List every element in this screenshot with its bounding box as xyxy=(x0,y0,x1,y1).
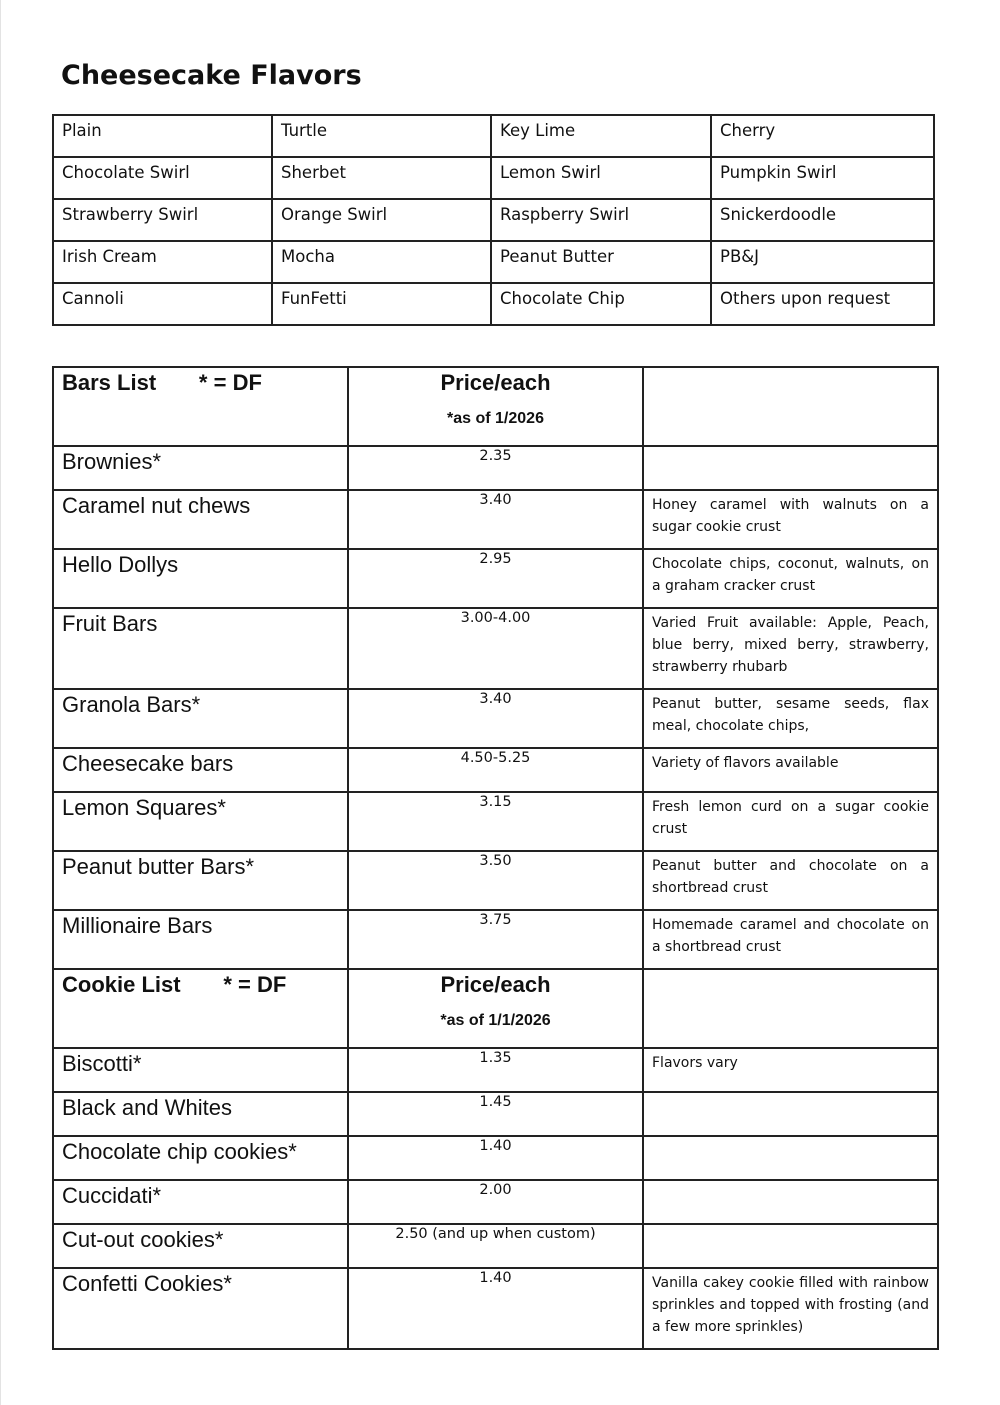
table-row xyxy=(53,1136,938,1180)
table-row xyxy=(53,115,934,157)
table-row xyxy=(53,1048,938,1092)
price-each-label: Price/each xyxy=(440,972,551,997)
item-name: Hello Dollys xyxy=(53,549,348,608)
flavor-cell: Turtle xyxy=(272,115,491,157)
flavors-table xyxy=(52,114,935,326)
item-name: Biscotti* xyxy=(53,1048,348,1092)
item-name: Peanut butter Bars* xyxy=(53,851,348,910)
item-price: 3.50 xyxy=(348,851,643,910)
item-price: 1.40 xyxy=(348,1268,643,1349)
item-description: Honey caramel with walnuts on a sugar cookie crust xyxy=(643,490,938,549)
table-row xyxy=(53,241,934,283)
item-description: Fresh lemon curd on a sugar cookie crust xyxy=(643,792,938,851)
item-description xyxy=(643,1224,938,1268)
empty-cell xyxy=(643,367,938,446)
flavor-cell: Cannoli xyxy=(53,283,272,325)
item-description: Vanilla cakey cookie filled with rainbow sprinkles and topped with frosting (and a few more sprinkles) xyxy=(643,1268,938,1349)
table-row xyxy=(53,1180,938,1224)
table-row xyxy=(53,1268,938,1349)
item-price: 2.35 xyxy=(348,446,643,490)
price-date-label: *as of 1/1/2026 xyxy=(440,1012,551,1029)
item-description: Chocolate chips, coconut, walnuts, on a graham cracker crust xyxy=(643,549,938,608)
table-row xyxy=(53,549,938,608)
empty-cell xyxy=(643,969,938,1048)
bars-header-row xyxy=(53,367,938,446)
item-name: Cheesecake bars xyxy=(53,748,348,792)
flavor-cell: Peanut Butter xyxy=(491,241,711,283)
table-row xyxy=(53,851,938,910)
bars-price-heading xyxy=(348,367,643,446)
flavor-cell: Snickerdoodle xyxy=(711,199,934,241)
table-row xyxy=(53,1092,938,1136)
item-description: Homemade caramel and chocolate on a shortbread crust xyxy=(643,910,938,969)
item-price: 3.40 xyxy=(348,689,643,748)
item-description: Peanut butter and chocolate on a shortbread crust xyxy=(643,851,938,910)
item-price: 2.50 (and up when custom) xyxy=(348,1224,643,1268)
item-name: Granola Bars* xyxy=(53,689,348,748)
table-row xyxy=(53,792,938,851)
item-description: Flavors vary xyxy=(643,1048,938,1092)
item-price: 3.00-4.00 xyxy=(348,608,643,689)
item-price: 1.45 xyxy=(348,1092,643,1136)
item-price: 3.40 xyxy=(348,490,643,549)
item-price: 1.40 xyxy=(348,1136,643,1180)
item-description xyxy=(643,1136,938,1180)
item-description xyxy=(643,1180,938,1224)
cookies-price-heading xyxy=(348,969,643,1048)
page-title: Cheesecake Flavors xyxy=(61,60,362,91)
flavor-cell: Irish Cream xyxy=(53,241,272,283)
bars-cookies-table xyxy=(52,366,939,1350)
flavor-cell: Sherbet xyxy=(272,157,491,199)
table-row xyxy=(53,910,938,969)
flavor-cell: PB&J xyxy=(711,241,934,283)
item-price: 2.95 xyxy=(348,549,643,608)
table-row xyxy=(53,157,934,199)
item-price: 3.75 xyxy=(348,910,643,969)
flavor-cell: Orange Swirl xyxy=(272,199,491,241)
cookies-header-row xyxy=(53,969,938,1048)
flavor-cell: Plain xyxy=(53,115,272,157)
table-row xyxy=(53,199,934,241)
item-description: Varied Fruit available: Apple, Peach, blue berry, mixed berry, strawberry, strawberry rhubarb xyxy=(643,608,938,689)
price-date-label: *as of 1/2026 xyxy=(447,410,544,427)
item-description: Variety of flavors available xyxy=(643,748,938,792)
flavor-cell: Pumpkin Swirl xyxy=(711,157,934,199)
table-row xyxy=(53,748,938,792)
item-name: Lemon Squares* xyxy=(53,792,348,851)
flavor-cell: Others upon request xyxy=(711,283,934,325)
flavor-cell: Raspberry Swirl xyxy=(491,199,711,241)
item-name: Confetti Cookies* xyxy=(53,1268,348,1349)
item-name: Millionaire Bars xyxy=(53,910,348,969)
table-row xyxy=(53,1224,938,1268)
item-name: Caramel nut chews xyxy=(53,490,348,549)
item-name: Cut-out cookies* xyxy=(53,1224,348,1268)
item-price: 1.35 xyxy=(348,1048,643,1092)
bars-list-heading: Bars List * = DF xyxy=(53,367,348,446)
item-name: Cuccidati* xyxy=(53,1180,348,1224)
table-row xyxy=(53,283,934,325)
table-row xyxy=(53,446,938,490)
flavor-cell: Lemon Swirl xyxy=(491,157,711,199)
item-description xyxy=(643,1092,938,1136)
price-each-label: Price/each xyxy=(440,370,551,395)
item-name: Black and Whites xyxy=(53,1092,348,1136)
item-name: Chocolate chip cookies* xyxy=(53,1136,348,1180)
item-description: Peanut butter, sesame seeds, flax meal, chocolate chips, xyxy=(643,689,938,748)
table-row xyxy=(53,689,938,748)
table-row xyxy=(53,490,938,549)
item-description xyxy=(643,446,938,490)
flavor-cell: FunFetti xyxy=(272,283,491,325)
item-price: 3.15 xyxy=(348,792,643,851)
flavor-cell: Strawberry Swirl xyxy=(53,199,272,241)
flavor-cell: Cherry xyxy=(711,115,934,157)
item-name: Fruit Bars xyxy=(53,608,348,689)
cookie-list-heading: Cookie List * = DF xyxy=(53,969,348,1048)
flavor-cell: Key Lime xyxy=(491,115,711,157)
flavor-cell: Chocolate Chip xyxy=(491,283,711,325)
table-row xyxy=(53,608,938,689)
item-price: 2.00 xyxy=(348,1180,643,1224)
flavor-cell: Mocha xyxy=(272,241,491,283)
item-price: 4.50-5.25 xyxy=(348,748,643,792)
item-name: Brownies* xyxy=(53,446,348,490)
flavor-cell: Chocolate Swirl xyxy=(53,157,272,199)
